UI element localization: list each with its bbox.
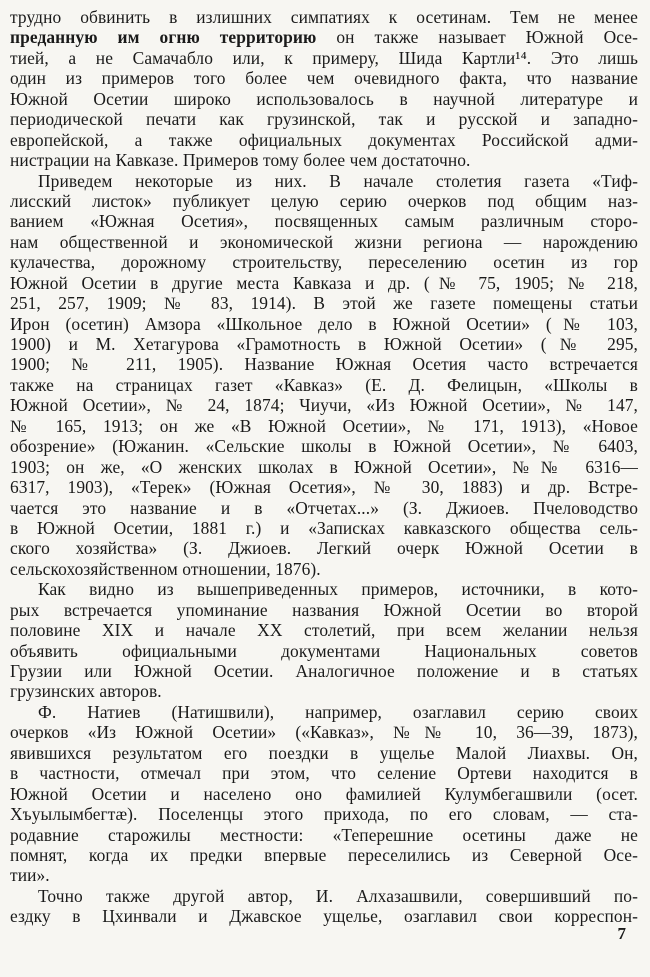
text-line: Южной Осетии и населено оно фамилией Кулумбегашвили (осет.: [10, 783, 638, 804]
text-line: Как видно из вышеприведенных примеров, источники, в кото-: [38, 579, 638, 600]
text-line: сельскохозяйственном отношении, 1876).: [10, 558, 321, 579]
text-line: № 165, 1913; он же «В Южной Осетии», № 171, 1913), «Новое: [10, 415, 638, 436]
text-line: также на страницах газет «Кавказ» (Е. Д. Фелицын, «Школы в: [10, 374, 638, 395]
bold-text: преданную им огню территорию: [10, 27, 317, 48]
text-line: лисский листок» публикует целую серию очерков под общим наз-: [10, 190, 638, 211]
text-line: тией, а не Самачабло или, к примеру, Шида Картли¹⁴. Это лишь: [10, 47, 638, 68]
text-line: 1900) и М. Хетагурова «Грамотность в Южной Осетии» (№ 295,: [10, 334, 638, 354]
paragraph: [10, 7, 638, 171]
text-line: 6317, 1903), «Терек» (Южная Осетия», № 30, 1883) и др. Встре-: [10, 477, 638, 498]
text-line: 1903; он же, «О женских школах в Южной Осетии», №№ 6316—: [10, 456, 638, 477]
paragraph: [10, 702, 638, 886]
text-line: родавние старожилы местности: «Теперешние осетины даже не: [10, 824, 638, 845]
text-line: объявить официальными документами Национальных советов: [10, 640, 638, 661]
text-line: Грузии или Южной Осетии. Аналогичное положение и в статьях: [10, 661, 638, 681]
text-line: ского хозяйства» (З. Джиоев. Легкий очерк Южной Осетии в: [10, 538, 638, 559]
text-line: Южной Осетии широко использовалось в научной литературе и: [10, 88, 638, 109]
text-line: ванием «Южная Осетия», посвященных самым различным сторо-: [10, 211, 638, 232]
text-line: 251, 257, 1909; № 83, 1914). В этой же газете помещены статьи: [10, 293, 638, 314]
text-line: ездку в Цхинвали и Джавское ущелье, озаглавил свои корреспон-: [10, 906, 638, 927]
text-line: Хъуылымбегтæ). Поселенцы этого прихода, по его словам, — ста-: [10, 804, 638, 825]
text-line: периодической печати как грузинской, так и русской и западно-: [10, 109, 638, 130]
text-line: нистрации на Кавказе. Примеров тому более чем достаточно.: [10, 150, 471, 171]
text-line: нам общественной и экономической жизни региона — нарождению: [10, 231, 638, 252]
paragraph: [10, 886, 638, 927]
text-line: трудно обвинить в излишних симпатиях к осетинам. Тем не менее: [10, 7, 638, 27]
text-line: кулачества, дорожному строительству, переселению осетин из гор: [10, 252, 638, 273]
text-segment: он также называет Южной Осе-: [316, 27, 638, 48]
text-line: 1900; № 211, 1905). Название Южная Осетия часто встречается: [10, 354, 638, 375]
text-line: Южной Осетии», № 24, 1874; Чиучи, «Из Южной Осетии», № 147,: [10, 395, 638, 416]
paragraph: [10, 579, 638, 702]
text-line: [10, 27, 638, 47]
text-line: очерков «Из Южной Осетии» («Кавказ», №№ 10, 36—39, 1873),: [10, 722, 638, 743]
text-line: в частности, отмечал при этом, что селение Ортеви находится в: [10, 763, 638, 784]
text-line: Приведем некоторые из них. В начале столетия газета «Тиф-: [38, 170, 638, 191]
text-line: Южной Осетии в другие места Кавказа и др. (№ 75, 1905; № 218,: [10, 272, 638, 293]
text-line: в Южной Осетии, 1881 г.) и «Записках кавказского общества сель-: [10, 517, 638, 538]
text-line: Точно также другой автор, И. Алхазашвили, совершивший по-: [38, 885, 638, 906]
paragraph: [10, 171, 638, 580]
text-line: тии».: [10, 865, 50, 886]
text-line: чается это название и в «Отчетах...» (З. Джиоев. Пчеловодство: [10, 497, 638, 518]
page-number: 7: [617, 924, 626, 943]
text-line: помнят, когда их предки впервые переселились из Северной Осе-: [10, 844, 638, 865]
text-line: грузинских авторов.: [10, 681, 162, 702]
text-line: явившихся результатом его поездки в ущелье Малой Лиахвы. Он,: [10, 742, 638, 763]
text-line: европейской, а также официальных документах Российской адми-: [10, 129, 638, 150]
text-line: обозрение» (Южанин. «Сельские школы в Южной Осетии», № 6403,: [10, 436, 638, 457]
text-line: один из примеров того более чем очевидного факта, что название: [10, 68, 638, 89]
text-block: [10, 7, 638, 927]
text-line: рых встречается упоминание названия Южной Осетии во второй: [10, 599, 638, 620]
text-line: половине XIX и начале XX столетий, при всем желании нельзя: [10, 620, 638, 641]
text-line: Ирон (осетин) Амзора «Школьное дело в Южной Осетии» (№ 103,: [10, 313, 638, 334]
text-line: Ф. Натиев (Натишвили), например, озаглавил серию своих: [38, 701, 638, 722]
